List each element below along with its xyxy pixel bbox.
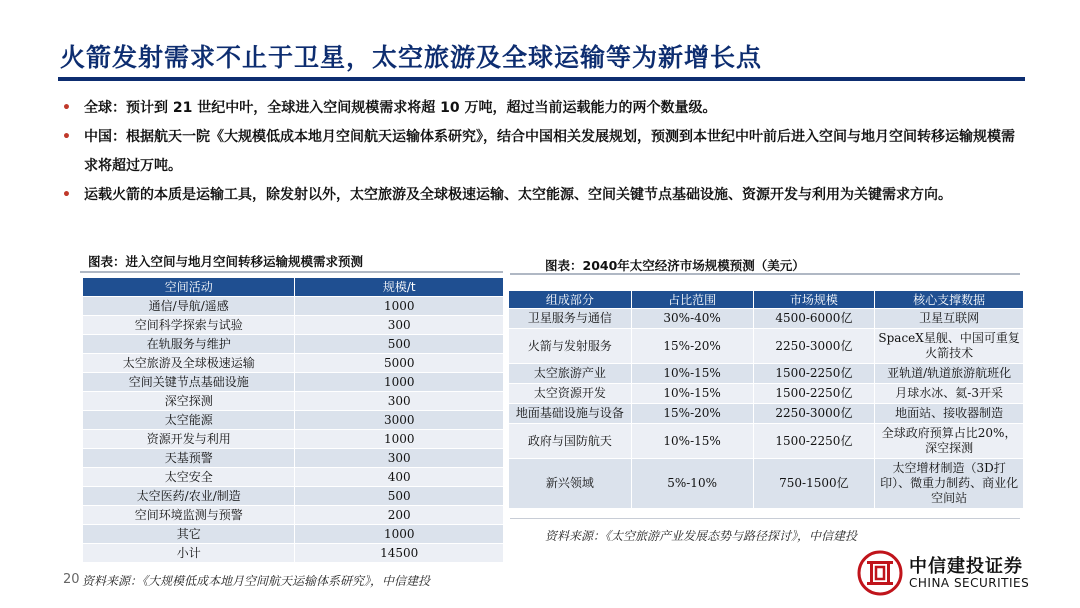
table-cell: 1000 xyxy=(295,297,504,316)
table-row xyxy=(83,373,504,392)
table-cell: 空间环境监测与预警 xyxy=(83,506,295,525)
table-row xyxy=(83,449,504,468)
table-cell: 1500-2250亿 xyxy=(753,384,875,404)
table-row xyxy=(83,335,504,354)
table-row xyxy=(83,430,504,449)
table-row xyxy=(509,364,1024,384)
table2-caption-rule xyxy=(510,273,1020,275)
table-cell: 10%-15% xyxy=(631,384,753,404)
table-cell: 天基预警 xyxy=(83,449,295,468)
table-cell: 太空增材制造（3D打印）、微重力制药、商业化空间站 xyxy=(875,459,1024,509)
column-header: 规模/t xyxy=(295,278,504,297)
company-logo xyxy=(857,548,1037,598)
table-cell: 10%-15% xyxy=(631,424,753,459)
table-cell: 10%-15% xyxy=(631,364,753,384)
table-row xyxy=(509,329,1024,364)
page-number: 20 xyxy=(63,572,80,587)
table-cell: 1500-2250亿 xyxy=(753,424,875,459)
table-cell: 太空安全 xyxy=(83,468,295,487)
table-cell: 火箭与发射服务 xyxy=(509,329,632,364)
bullet-dot-icon: • xyxy=(62,100,71,116)
transport-demand-table xyxy=(82,277,504,563)
table-row xyxy=(83,354,504,373)
column-header: 空间活动 xyxy=(83,278,295,297)
table-cell: 14500 xyxy=(295,544,504,563)
table-cell: 15%-20% xyxy=(631,329,753,364)
table-cell: 月球水冰、氦-3开采 xyxy=(875,384,1024,404)
table-row xyxy=(83,544,504,563)
table-row xyxy=(83,468,504,487)
table1-caption: 图表：进入空间与地月空间转移运输规模需求预测 xyxy=(88,254,364,269)
table-cell: 太空能源 xyxy=(83,411,295,430)
table-row xyxy=(509,424,1024,459)
table-cell: 地面基础设施与设备 xyxy=(509,404,632,424)
space-economy-table xyxy=(508,290,1024,509)
table-row xyxy=(83,392,504,411)
table-cell: 资源开发与利用 xyxy=(83,430,295,449)
table1-caption-rule xyxy=(80,271,503,273)
table-cell: 深空探测 xyxy=(83,392,295,411)
table-row xyxy=(83,487,504,506)
table-cell: 地面站、接收器制造 xyxy=(875,404,1024,424)
table-row xyxy=(83,506,504,525)
bullet-dot-icon: • xyxy=(62,187,71,203)
slide-title: 火箭发射需求不止于卫星，太空旅游及全球运输等为新增长点 xyxy=(60,43,763,72)
table-cell: 5%-10% xyxy=(631,459,753,509)
table-cell: 200 xyxy=(295,506,504,525)
source-divider xyxy=(510,518,1020,519)
bullet-list xyxy=(62,94,1022,210)
column-header: 市场规模 xyxy=(753,291,875,309)
table-row xyxy=(83,316,504,335)
logo-chinese-name: 中信建投证券 xyxy=(909,556,1023,577)
table-cell: 小计 xyxy=(83,544,295,563)
title-underline xyxy=(58,77,1025,81)
table-row xyxy=(83,297,504,316)
bullet-text: 全球：预计到 21 世纪中叶，全球进入空间规模需求将超 10 万吨，超过当前运载能力的两个数量级。 xyxy=(84,100,717,116)
table-cell: 1000 xyxy=(295,430,504,449)
table-cell: 2250-3000亿 xyxy=(753,329,875,364)
table-row xyxy=(509,404,1024,424)
table-cell: 15%-20% xyxy=(631,404,753,424)
table-cell: 政府与国防航天 xyxy=(509,424,632,459)
table-cell: 卫星服务与通信 xyxy=(509,309,632,329)
bullet-text: 中国：根据航天一院《大规模低成本地月空间航天运输体系研究》，结合中国相关发展规划，预测到本世纪中叶前后进入空间与地月空间转移运输规模需求将超过万吨。 xyxy=(84,129,1015,174)
citic-logo-icon xyxy=(857,550,903,596)
table-cell: 卫星互联网 xyxy=(875,309,1024,329)
column-header: 核心支撑数据 xyxy=(875,291,1024,309)
table1-source: 资料来源：《大规模低成本地月空间航天运输体系研究》，中信建投 xyxy=(82,574,431,588)
table-body xyxy=(509,309,1024,509)
table-cell: 太空资源开发 xyxy=(509,384,632,404)
table-cell: 空间关键节点基础设施 xyxy=(83,373,295,392)
table-header-row xyxy=(83,278,504,297)
table-cell: 500 xyxy=(295,487,504,506)
table-header-row xyxy=(509,291,1024,309)
table-cell: 4500-6000亿 xyxy=(753,309,875,329)
table-row xyxy=(509,459,1024,509)
table-cell: 太空医药/农业/制造 xyxy=(83,487,295,506)
table-cell: 400 xyxy=(295,468,504,487)
table-cell: 新兴领域 xyxy=(509,459,632,509)
table-row xyxy=(509,384,1024,404)
table-cell: 1000 xyxy=(295,373,504,392)
table-cell: 空间科学探索与试验 xyxy=(83,316,295,335)
table-cell: 在轨服务与维护 xyxy=(83,335,295,354)
bullet-item xyxy=(62,181,1022,210)
table-cell: 通信/导航/遥感 xyxy=(83,297,295,316)
table-row xyxy=(83,411,504,430)
table-cell: 750-1500亿 xyxy=(753,459,875,509)
table-cell: 30%-40% xyxy=(631,309,753,329)
table2-caption: 图表：2040年太空经济市场规模预测（美元） xyxy=(545,258,805,273)
table-cell: 亚轨道/轨道旅游航班化 xyxy=(875,364,1024,384)
table-cell: SpaceX星舰、中国可重复火箭技术 xyxy=(875,329,1024,364)
table-cell: 300 xyxy=(295,392,504,411)
table-body xyxy=(83,297,504,563)
bullet-item xyxy=(62,123,1022,181)
table-cell: 全球政府预算占比20%，深空探测 xyxy=(875,424,1024,459)
table-cell: 500 xyxy=(295,335,504,354)
column-header: 组成部分 xyxy=(509,291,632,309)
table-row xyxy=(83,525,504,544)
table-cell: 300 xyxy=(295,449,504,468)
logo-english-name: CHINA SECURITIES xyxy=(909,576,1030,590)
table-cell: 1000 xyxy=(295,525,504,544)
bullet-dot-icon: • xyxy=(62,129,71,145)
table-cell: 太空旅游及全球极速运输 xyxy=(83,354,295,373)
bullet-item xyxy=(62,94,1022,123)
table-row xyxy=(509,309,1024,329)
bullet-text: 运载火箭的本质是运输工具，除发射以外，太空旅游及全球极速运输、太空能源、空间关键节点基础设施、资源开发与利用为关键需求方向。 xyxy=(84,187,952,203)
table-cell: 1500-2250亿 xyxy=(753,364,875,384)
table-cell: 3000 xyxy=(295,411,504,430)
column-header: 占比范围 xyxy=(631,291,753,309)
table-cell: 2250-3000亿 xyxy=(753,404,875,424)
table-cell: 其它 xyxy=(83,525,295,544)
table-cell: 5000 xyxy=(295,354,504,373)
table-cell: 太空旅游产业 xyxy=(509,364,632,384)
table-cell: 300 xyxy=(295,316,504,335)
table2-source: 资料来源：《太空旅游产业发展态势与路径探讨》，中信建投 xyxy=(545,529,858,543)
